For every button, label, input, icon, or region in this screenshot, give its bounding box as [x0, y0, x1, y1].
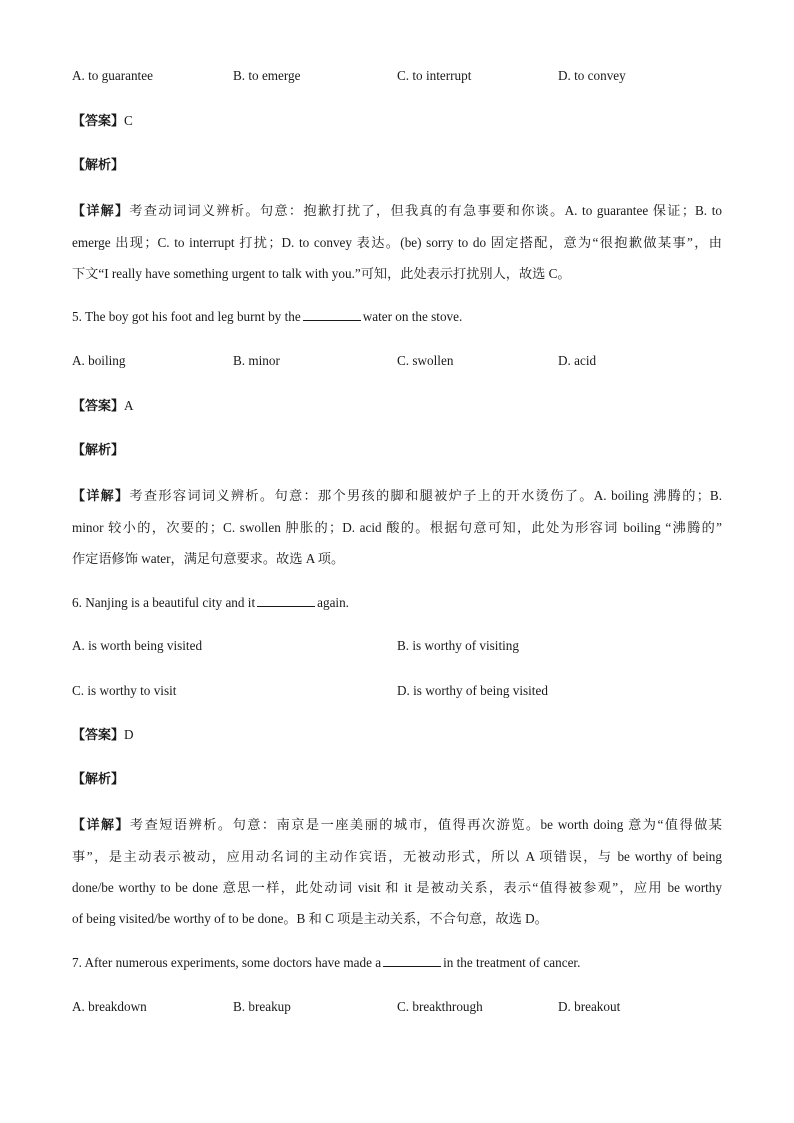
q5-option-c: C. swollen: [397, 353, 454, 368]
q4-detail: [72, 195, 722, 289]
analysis-tag: 【解析】: [72, 158, 125, 173]
q5-option-d: D. acid: [558, 353, 597, 368]
q4-option-b: B. to emerge: [233, 68, 301, 83]
q7-stem: 7. After numerous experiments, some doctors have made a in the treatment of cancer.: [72, 955, 581, 970]
q6-option-b: B. is worthy of visiting: [397, 638, 519, 653]
q4-option-a: A. to guarantee: [72, 68, 153, 83]
q4-options: [72, 67, 722, 85]
q6-stem: 6. Nanjing is a beautiful city and it again.: [72, 595, 349, 610]
analysis-tag: 【解析】: [72, 443, 125, 458]
detail-tag: 【详解】: [72, 204, 130, 219]
answer-value: A: [124, 398, 134, 413]
q5-analysis-heading: [72, 441, 124, 460]
detail-line: of being visited/be worthy of to be done。B 和 C 项是主动关系，不合句意，故选 D。: [72, 911, 548, 926]
detail-line: emerge 出现；C. to interrupt 打扰；D. to convey 表达。(be) sorry to do 固定搭配，意为“很抱歉做某事”，由: [72, 235, 722, 250]
q7-option-b: B. breakup: [233, 999, 291, 1014]
q5-options: [72, 352, 722, 370]
q4-answer: [72, 112, 133, 131]
answer-blank: [383, 954, 441, 967]
q4-option-d: D. to convey: [558, 68, 626, 83]
q6-options-row2: [72, 682, 722, 700]
q6-option-a: A. is worth being visited: [72, 638, 203, 653]
detail-line: done/be worthy to be done 意思一样，此处动词 visit 和 it 是被动关系，表示“值得被参观”，应用 be worthy: [72, 880, 722, 895]
answer-tag: 【答案】: [72, 399, 125, 414]
analysis-tag: 【解析】: [72, 772, 125, 787]
q6-detail: [72, 809, 722, 934]
q5-option-a: A. boiling: [72, 353, 126, 368]
q6-option-c: C. is worthy to visit: [72, 683, 177, 698]
q5-answer: [72, 397, 134, 416]
answer-blank: [257, 594, 315, 607]
detail-line: 下文“I really have something urgent to talk with you.”可知，此处表示打扰别人，故选 C。: [72, 266, 571, 281]
q7-option-a: A. breakdown: [72, 999, 147, 1014]
answer-value: D: [124, 727, 134, 742]
detail-line: 作定语修饰 water，满足句意要求。故选 A 项。: [72, 551, 345, 566]
detail-line: 事”，是主动表示被动，应用动名词的主动作宾语，无被动形式，所以 A 项错误，与 be worthy of being: [72, 849, 722, 864]
q5-detail: [72, 480, 722, 574]
q6-option-d: D. is worthy of being visited: [397, 683, 548, 698]
q4-analysis-heading: [72, 156, 124, 175]
q6-answer: [72, 726, 134, 745]
detail-line: minor 较小的，次要的；C. swollen 肿胀的；D. acid 酸的。根据句意可知，此处为形容词 boiling “沸腾的”: [72, 520, 722, 535]
answer-value: C: [124, 113, 133, 128]
detail-tag: 【详解】: [72, 489, 130, 504]
detail-line: 【详解】考查形容词词义辨析。句意：那个男孩的脚和腿被炉子上的开水烫伤了。A. boiling 沸腾的；B.: [72, 488, 722, 504]
answer-tag: 【答案】: [72, 728, 125, 743]
detail-line: 【详解】考查动词词义辨析。句意：抱歉打扰了，但我真的有急事要和你谈。A. to guarantee 保证；B. to: [72, 203, 722, 219]
answer-tag: 【答案】: [72, 114, 125, 129]
detail-tag: 【详解】: [72, 818, 130, 833]
q6-analysis-heading: [72, 770, 124, 789]
q5-stem: 5. The boy got his foot and leg burnt by the water on the stove.: [72, 309, 463, 324]
detail-line: 【详解】考查短语辨析。句意：南京是一座美丽的城市，值得再次游览。be worth doing 意为“值得做某: [72, 817, 722, 833]
q5-option-b: B. minor: [233, 353, 280, 368]
q7-options: [72, 998, 722, 1016]
q7-option-c: C. breakthrough: [397, 999, 483, 1014]
q4-option-c: C. to interrupt: [397, 68, 472, 83]
q6-options-row1: [72, 637, 722, 655]
answer-blank: [303, 308, 361, 321]
q7-option-d: D. breakout: [558, 999, 621, 1014]
